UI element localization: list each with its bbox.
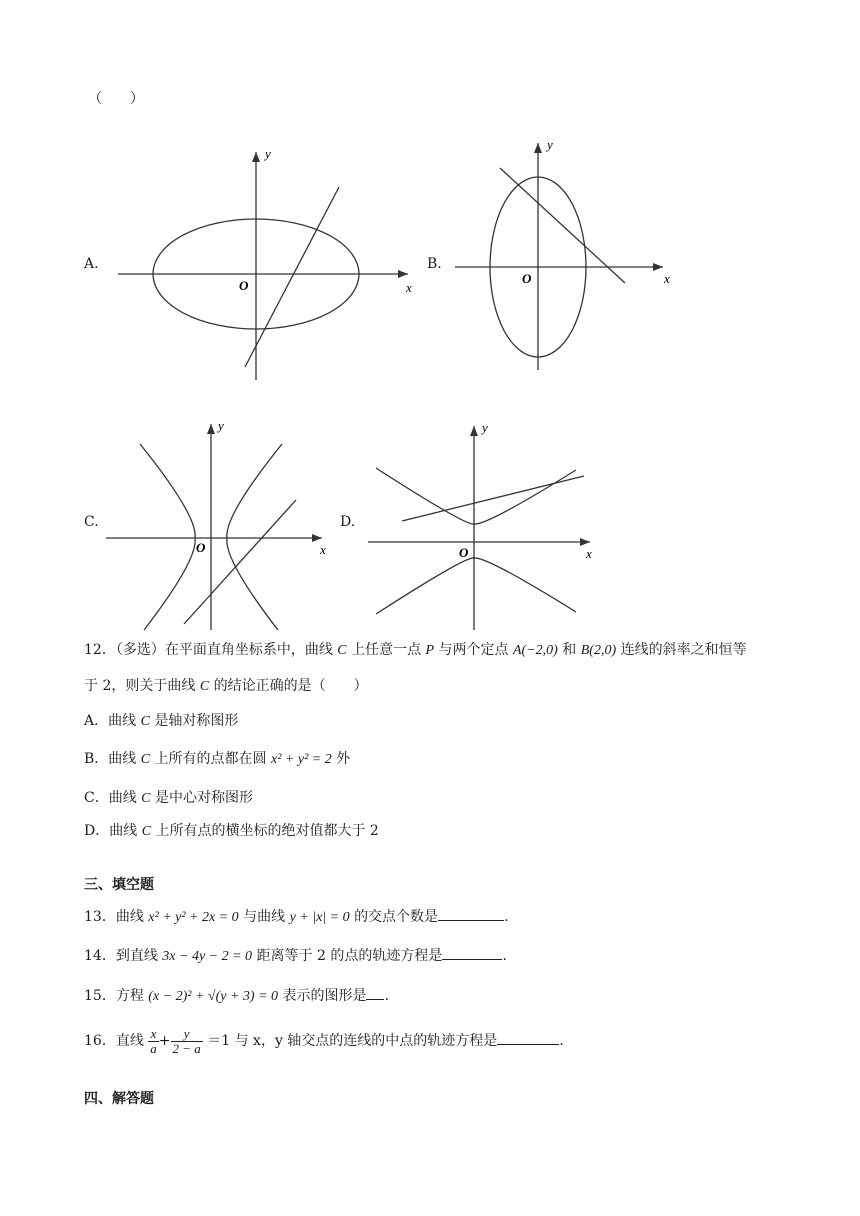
q12-point-a: A(−2,0) [513, 643, 558, 658]
line-curve [500, 168, 625, 283]
option-text: 上所有的点都在圆 [154, 751, 267, 767]
q12-option-a [84, 712, 238, 731]
q15-math: (x − 2)² + √(y + 3) = 0 [148, 989, 279, 1004]
x-axis-label: x [320, 542, 326, 557]
x-axis-label: x [664, 271, 670, 286]
line-curve [402, 476, 584, 521]
q16-text: ＝1 与 x，y 轴交点的连线的中点的轨迹方程是 [207, 1033, 498, 1049]
q12-text: 上任意一点 [351, 642, 422, 658]
q12-var-c: C [199, 679, 210, 694]
y-axis-arrow-icon [470, 426, 478, 436]
q13-answer-blank[interactable] [438, 907, 504, 921]
q16-period: . [559, 1033, 564, 1049]
q16-text: 16．直线 [84, 1033, 144, 1049]
fraction-numerator: y [171, 1027, 203, 1042]
option-var: C [141, 824, 152, 839]
q12-option-c [84, 789, 253, 808]
q14-answer-blank[interactable] [442, 946, 502, 960]
origin-label: O [459, 545, 469, 560]
q12-text: 12．（多选）在平面直角坐标系中，曲线 [84, 642, 333, 658]
figure-d-hyperbola-graph [362, 418, 602, 633]
q12-line-2 [84, 677, 368, 696]
q12-text: 连线的斜率之和恒等 [620, 642, 747, 658]
q15-text: 表示的图形是 [282, 988, 367, 1004]
option-var: C [140, 752, 151, 767]
y-axis-arrow-icon [207, 424, 215, 434]
x-axis-arrow-icon [580, 538, 590, 546]
y-axis-arrow-icon [534, 143, 542, 153]
option-text: 是中心对称图形 [154, 790, 253, 806]
hyperbola-left-branch [140, 444, 195, 630]
option-text: D．曲线 [84, 823, 138, 839]
q12-text: 于 2，则关于曲线 [84, 678, 196, 694]
q16-answer-blank[interactable] [497, 1031, 559, 1045]
hyperbola-right-branch [227, 444, 282, 630]
line-curve [245, 187, 339, 367]
hyperbola-lower-branch [376, 558, 576, 614]
origin-label: O [239, 278, 249, 293]
option-text: 外 [336, 751, 351, 767]
option-d-label: D. [340, 514, 356, 530]
q14-text: 距离等于 2 的点的轨迹方程是 [256, 948, 443, 964]
option-b-label: B. [427, 256, 442, 272]
option-text: B．曲线 [84, 751, 137, 767]
option-text: A．曲线 [84, 713, 137, 729]
y-axis-label: y [547, 137, 553, 152]
y-axis-label: y [265, 146, 271, 161]
section-title-solve: 四、解答题 [84, 1091, 154, 1107]
q16-fraction-2 [171, 1027, 203, 1056]
origin-label: O [522, 271, 532, 286]
q13-text: 与曲线 [243, 909, 286, 925]
q12-text: 的结论正确的是（ ） [213, 678, 368, 694]
q12-point-b: B(2,0) [580, 643, 617, 658]
option-var: C [141, 791, 151, 806]
section-title-fill-in: 三、填空题 [84, 877, 154, 893]
q14-text: 14．到直线 [84, 948, 158, 964]
q12-option-b [84, 750, 350, 769]
fraction-denominator: a [150, 1040, 157, 1056]
y-axis-label: y [482, 420, 488, 435]
q13-text: 13．曲线 [84, 909, 144, 925]
q13-math-2: y + |x| = 0 [289, 910, 350, 925]
option-a-label: A. [84, 256, 99, 272]
q15-text: 15．方程 [84, 988, 144, 1004]
q13-text: 的交点个数是 [354, 909, 439, 925]
option-text: 是轴对称图形 [154, 713, 239, 729]
q16-plus: + [158, 1033, 171, 1049]
q13-period: . [504, 909, 509, 925]
option-math: x² + y² = 2 [271, 752, 332, 767]
option-text: C．曲线 [84, 790, 137, 806]
q12-text: 与两个定点 [438, 642, 509, 658]
option-text: 上所有点的横坐标的绝对值都大于 2 [155, 823, 379, 839]
figure-a-ellipse-graph [110, 140, 420, 385]
x-axis-arrow-icon [398, 270, 408, 278]
q15-answer-blank[interactable] [366, 986, 384, 1000]
q12-text: 和 [562, 642, 577, 658]
origin-label: O [196, 540, 206, 555]
y-axis-label: y [218, 418, 224, 433]
question-11-paren: （ ） [88, 91, 144, 107]
question-16 [84, 1026, 564, 1056]
question-15 [84, 986, 389, 1006]
figure-c-hyperbola-graph [100, 418, 340, 633]
q16-fraction-1 [148, 1027, 159, 1056]
q12-var-p: P [425, 643, 435, 658]
x-axis-label: x [586, 546, 592, 561]
fraction-numerator: x [148, 1027, 159, 1042]
question-14 [84, 946, 507, 966]
q12-var-c: C [337, 643, 347, 658]
option-c-label: C. [84, 514, 99, 530]
q12-line-1 [84, 641, 747, 660]
question-13 [84, 907, 509, 927]
x-axis-label: x [406, 280, 412, 295]
x-axis-arrow-icon [653, 263, 663, 271]
q15-period: . [384, 988, 389, 1004]
q14-period: . [502, 948, 507, 964]
hyperbola-upper-branch [376, 468, 576, 524]
figure-b-ellipse-graph [445, 135, 685, 380]
y-axis-arrow-icon [252, 152, 260, 162]
option-var: C [140, 714, 150, 729]
line-curve [184, 500, 296, 624]
x-axis-arrow-icon [312, 534, 322, 542]
fraction-denominator: 2 − a [172, 1040, 201, 1056]
q12-option-d [84, 822, 379, 841]
q13-math-1: x² + y² + 2x = 0 [148, 910, 239, 925]
q14-math: 3x − 4y − 2 = 0 [162, 949, 253, 964]
